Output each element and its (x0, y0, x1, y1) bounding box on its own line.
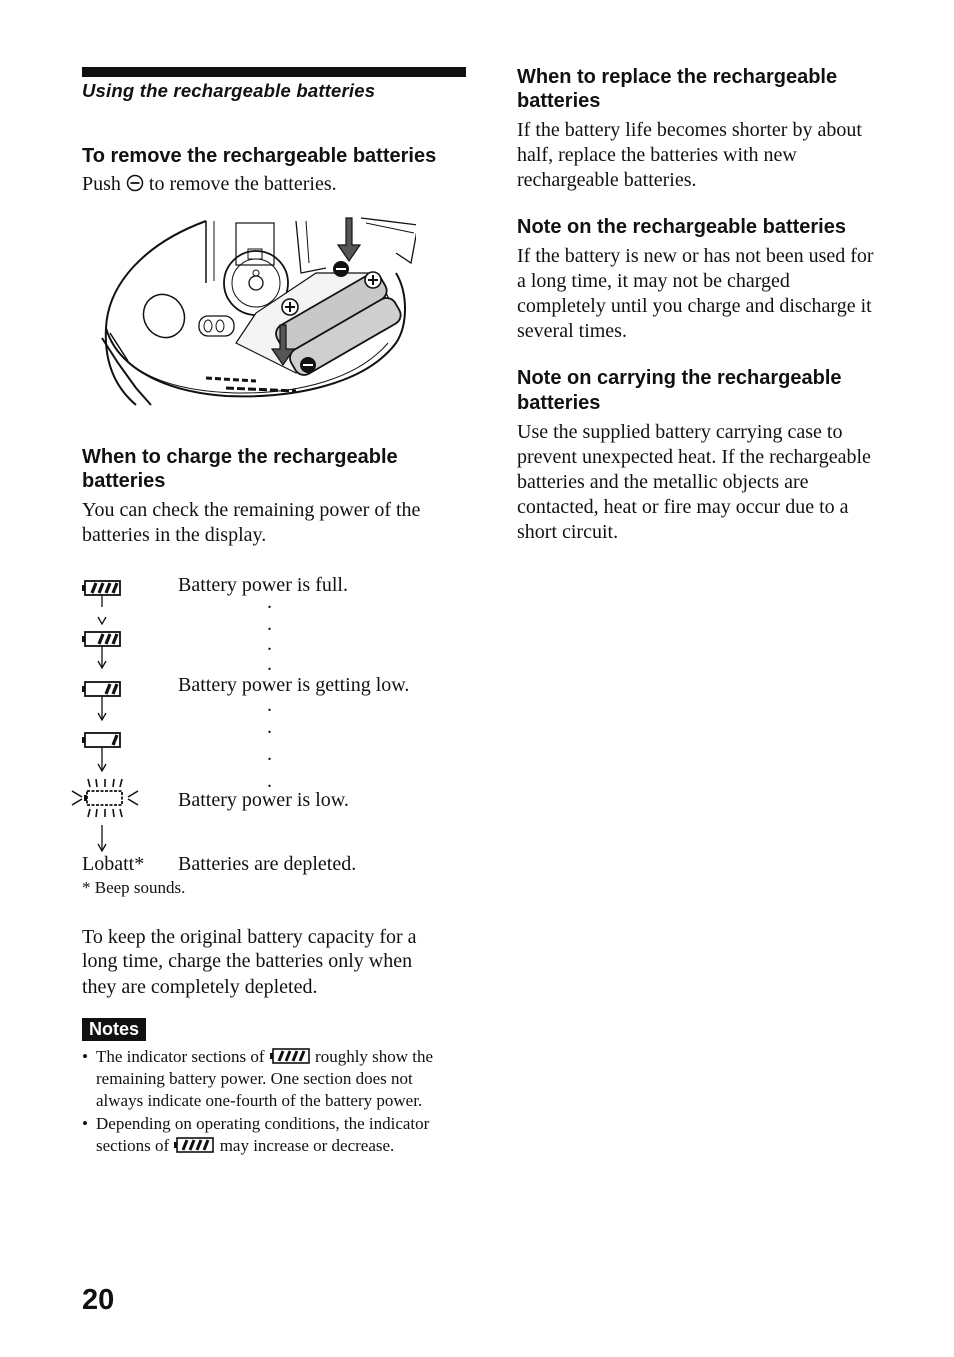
indicator-low-text: Battery power is low. (178, 789, 349, 811)
note-rech-line1: If the battery is new or has not been used for (517, 245, 874, 267)
replace-line3: rechargeable batteries. (517, 169, 697, 191)
battery-quarter-icon (82, 731, 127, 773)
note-rechargeable-heading: Note on the rechargeable batteries (517, 216, 846, 238)
lobatt-label: Lobatt* (82, 853, 145, 875)
battery-half-icon (82, 680, 127, 722)
indicator-full-text: Battery power is full. (178, 574, 348, 596)
replace-line2: half, replace the batteries with new (517, 144, 797, 166)
battery-removal-illustration (96, 213, 416, 408)
dot: . (267, 694, 272, 716)
charge-heading-line1: When to charge the rechargeable (82, 446, 398, 468)
remove-heading: To remove the rechargeable batteries (82, 145, 437, 167)
dot: . (267, 743, 272, 765)
charge-body-line1: You can check the remaining power of the (82, 499, 421, 521)
battery-full-icon (82, 579, 127, 607)
note2-text-b: may increase or decrease. (219, 1136, 395, 1155)
remove-text-after: to remove the batteries. (148, 173, 337, 195)
remove-text-before: Push (82, 173, 121, 195)
down-arrow-icon (82, 605, 127, 630)
footnote: * Beep sounds. (82, 878, 186, 897)
note-rech-line2: a long time, it may not be charged (517, 270, 790, 292)
battery-full-icon (173, 1136, 215, 1160)
dot: . (267, 770, 272, 792)
note-rech-line3: completely until you charge and discharge it (517, 295, 872, 317)
bullet: • (82, 1047, 88, 1066)
note-carry-line1: Use the supplied battery carrying case to (517, 421, 843, 443)
section-rule (82, 67, 466, 77)
battery-three-quarter-icon (82, 630, 127, 670)
note2-text-a: sections of (96, 1136, 170, 1155)
note-carry-heading-line2: batteries (517, 392, 601, 414)
charge-body-line2: batteries in the display. (82, 524, 267, 546)
indicator-depleted-text: Batteries are depleted. (178, 853, 357, 875)
note-rech-line4: several times. (517, 320, 627, 342)
note1-text-b: roughly show the (315, 1047, 434, 1066)
dot: . (267, 591, 272, 613)
remove-instruction (82, 172, 337, 199)
keep-line3: they are completely depleted. (82, 976, 318, 998)
battery-empty-flashing-icon (70, 777, 140, 853)
page-number: 20 (82, 1284, 115, 1316)
note-carry-line4: contacted, heat or fire may occur due to a (517, 496, 849, 518)
keep-line1: To keep the original battery capacity for a (82, 926, 417, 948)
section-title: Using the rechargeable batteries (82, 80, 376, 101)
replace-heading-line1: When to replace the rechargeable (517, 66, 838, 88)
indicator-getting-low-text: Battery power is getting low. (178, 674, 410, 696)
notes-label: Notes (82, 1018, 146, 1041)
note2-line2 (96, 1135, 394, 1160)
note-carry-line3: batteries and the metallic objects are (517, 471, 809, 493)
keep-line2: long time, charge the batteries only when (82, 950, 413, 972)
note2-line1: Depending on operating conditions, the indicator (96, 1114, 430, 1133)
dot: . (267, 613, 272, 635)
replace-line1: If the battery life becomes shorter by about (517, 119, 862, 141)
bullet: • (82, 1114, 88, 1133)
note1-line2: remaining battery power. One section does not (96, 1069, 413, 1088)
dot: . (267, 633, 272, 655)
note1-text-a: The indicator sections of (96, 1047, 265, 1066)
note-carry-line5: short circuit. (517, 521, 619, 543)
note-carry-heading-line1: Note on carrying the rechargeable (517, 367, 842, 389)
minus-icon (126, 174, 144, 199)
note-carry-line2: prevent unexpected heat. If the rechargeable (517, 446, 871, 468)
replace-heading-line2: batteries (517, 90, 601, 112)
charge-heading-line2: batteries (82, 470, 166, 492)
note1-line3: always indicate one-fourth of the battery power. (96, 1091, 423, 1110)
dot: . (267, 653, 272, 675)
dot: . (267, 716, 272, 738)
